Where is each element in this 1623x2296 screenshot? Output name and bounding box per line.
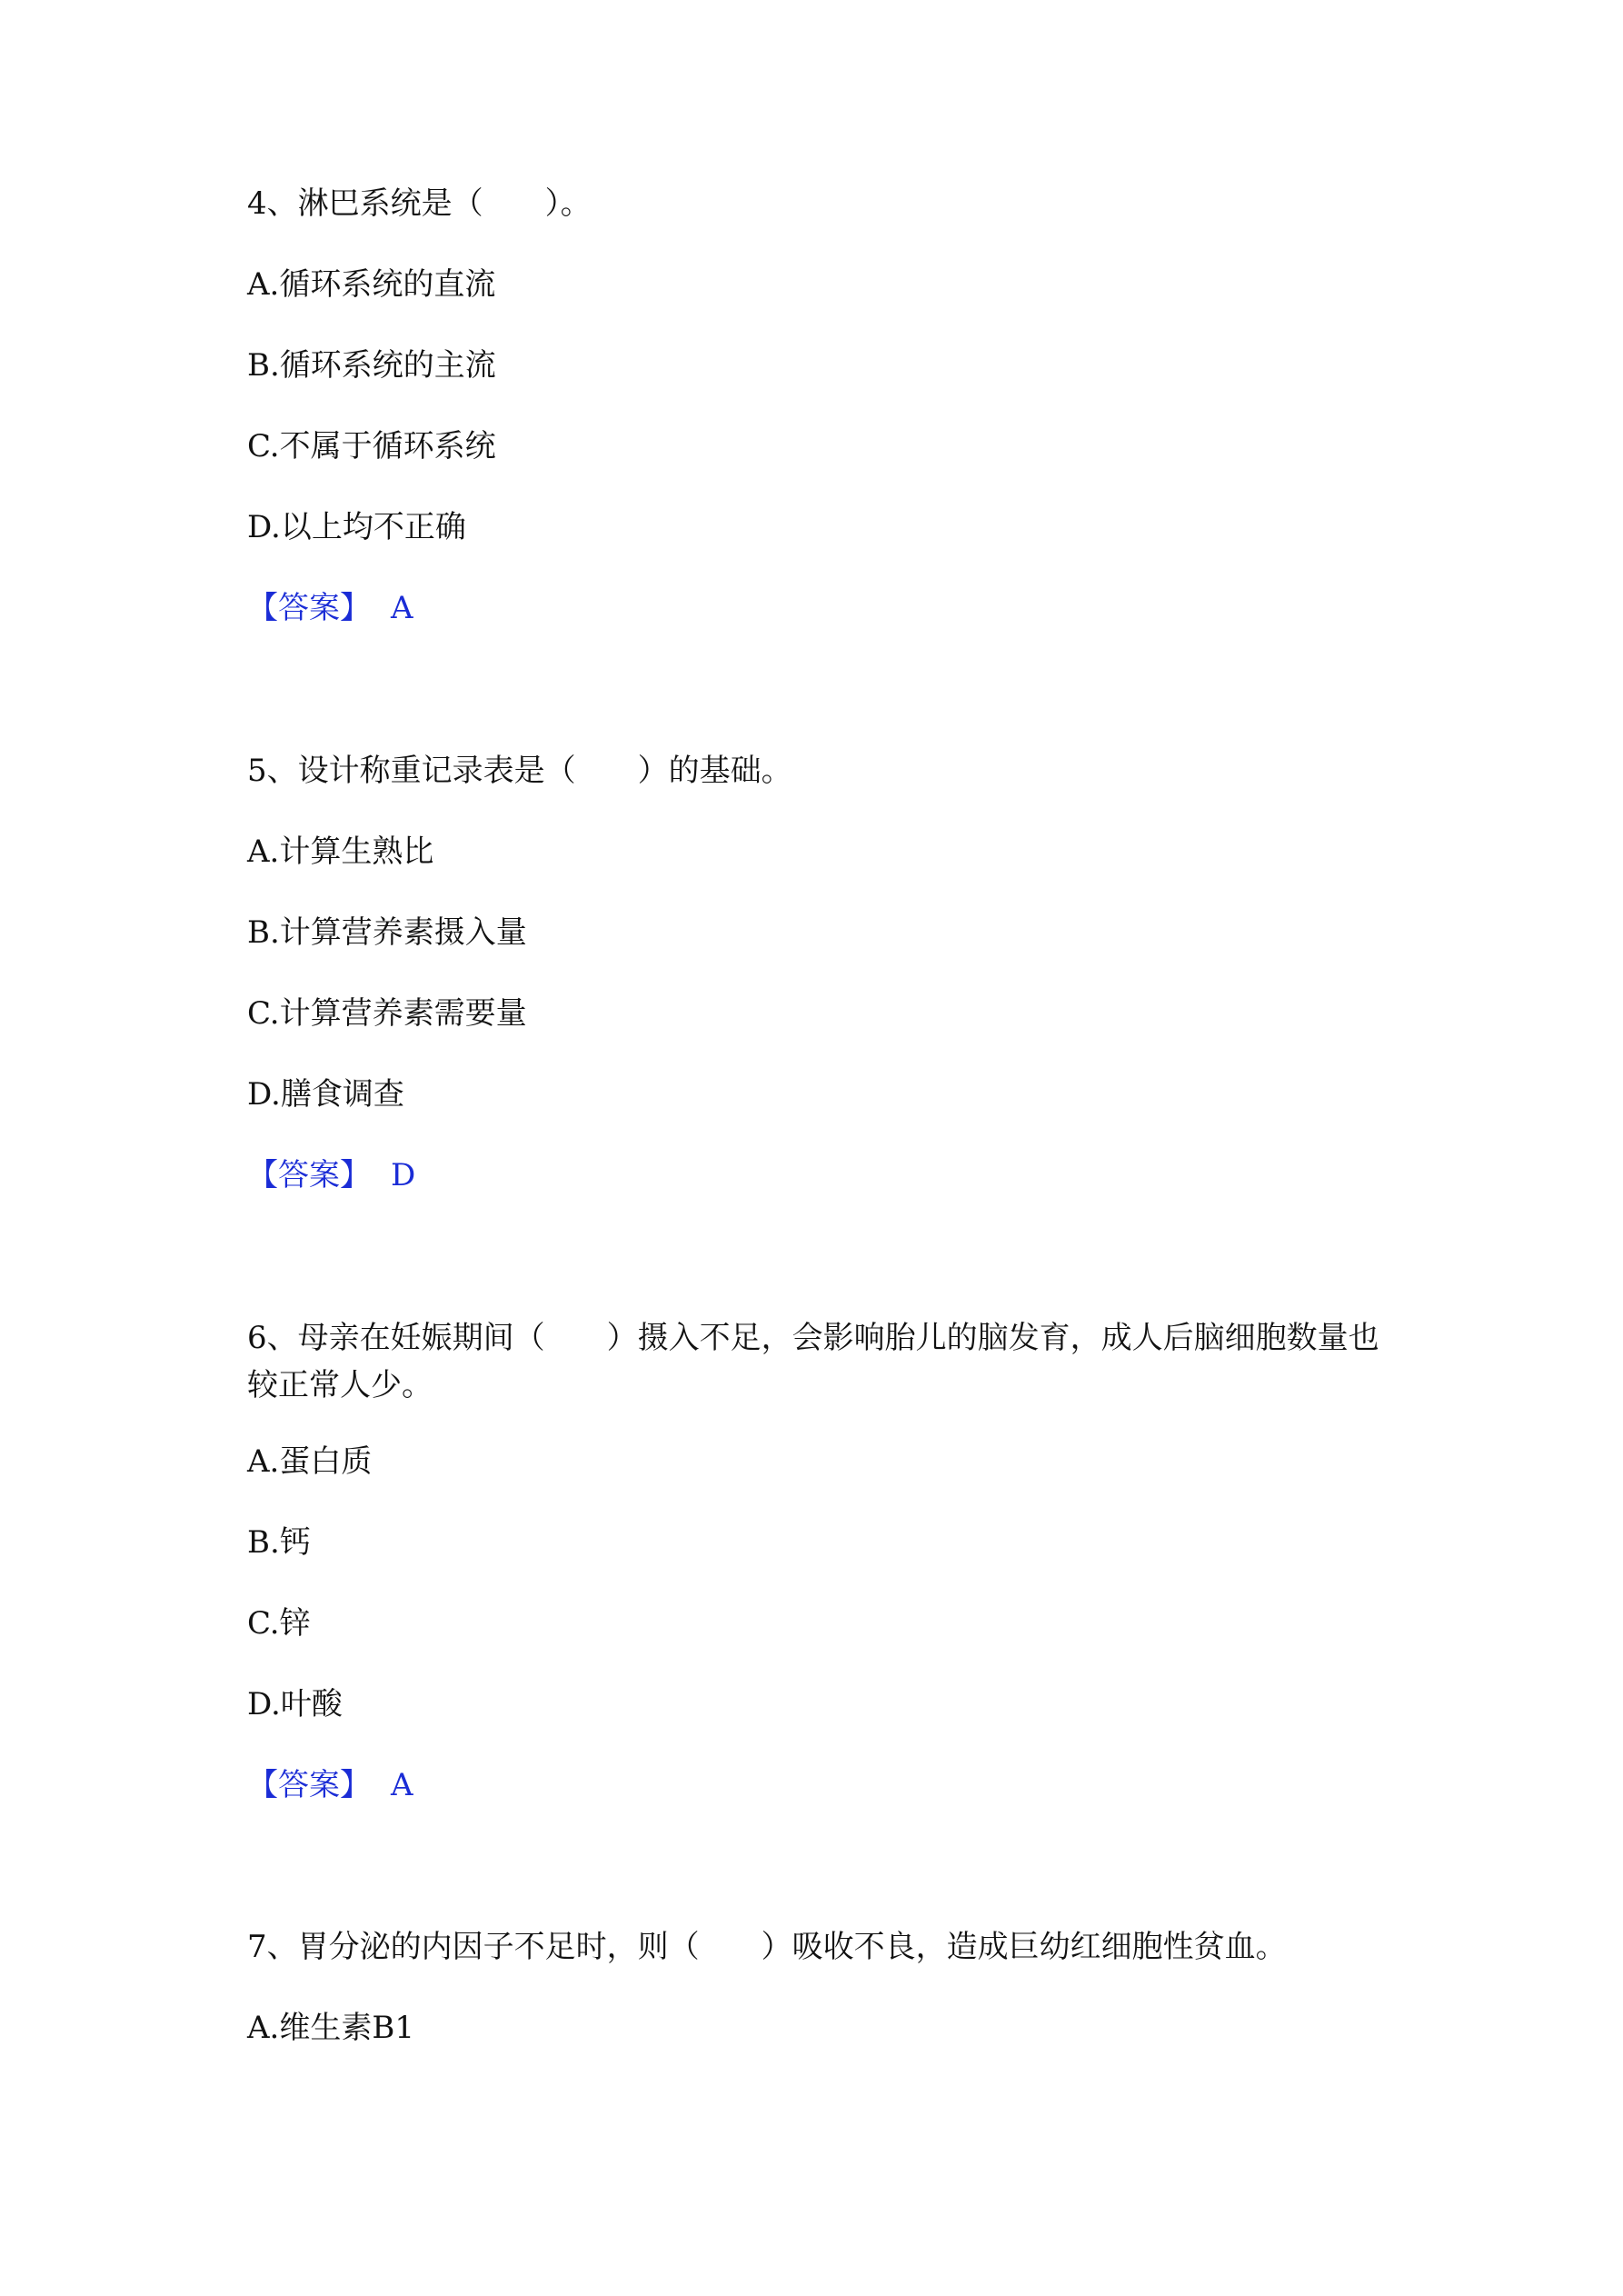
option-a: A.循环系统的直流 xyxy=(247,266,496,303)
option-d: D.叶酸 xyxy=(247,1686,343,1722)
option-c: C.不属于循环系统 xyxy=(247,428,496,464)
option-b: B.计算营养素摄入量 xyxy=(247,914,527,951)
answer-value: D xyxy=(391,1157,416,1193)
option-c: C.计算营养素需要量 xyxy=(247,995,527,1032)
option-c: C.锌 xyxy=(247,1605,311,1642)
answer-value: A xyxy=(391,590,413,626)
answer-line xyxy=(247,590,413,626)
option-d: D.膳食调查 xyxy=(247,1076,404,1113)
option-b: B.钙 xyxy=(247,1524,311,1561)
option-d: D.以上均不正确 xyxy=(247,509,466,545)
answer-label: 【答案】 xyxy=(247,590,371,626)
option-b: B.循环系统的主流 xyxy=(247,347,496,384)
answer-line xyxy=(247,1157,415,1193)
option-a: A.计算生熟比 xyxy=(247,834,434,870)
answer-line xyxy=(247,1767,413,1803)
answer-value: A xyxy=(391,1767,413,1803)
question-stem: 7、胃分泌的内因子不足时，则（ ）吸收不良，造成巨幼红细胞性贫血。 xyxy=(247,1929,1287,1965)
answer-label: 【答案】 xyxy=(247,1157,371,1193)
question-stem: 6、母亲在妊娠期间（ ）摄入不足，会影响胎儿的脑发育，成人后脑细胞数量也较正常人少。 xyxy=(247,1320,1379,1403)
question-stem: 4、淋巴系统是（ ）。 xyxy=(247,185,592,222)
question-stem: 5、设计称重记录表是（ ）的基础。 xyxy=(247,753,792,789)
option-a: A.蛋白质 xyxy=(247,1443,373,1480)
answer-label: 【答案】 xyxy=(247,1767,371,1803)
option-a: A.维生素B1 xyxy=(247,2010,414,2046)
